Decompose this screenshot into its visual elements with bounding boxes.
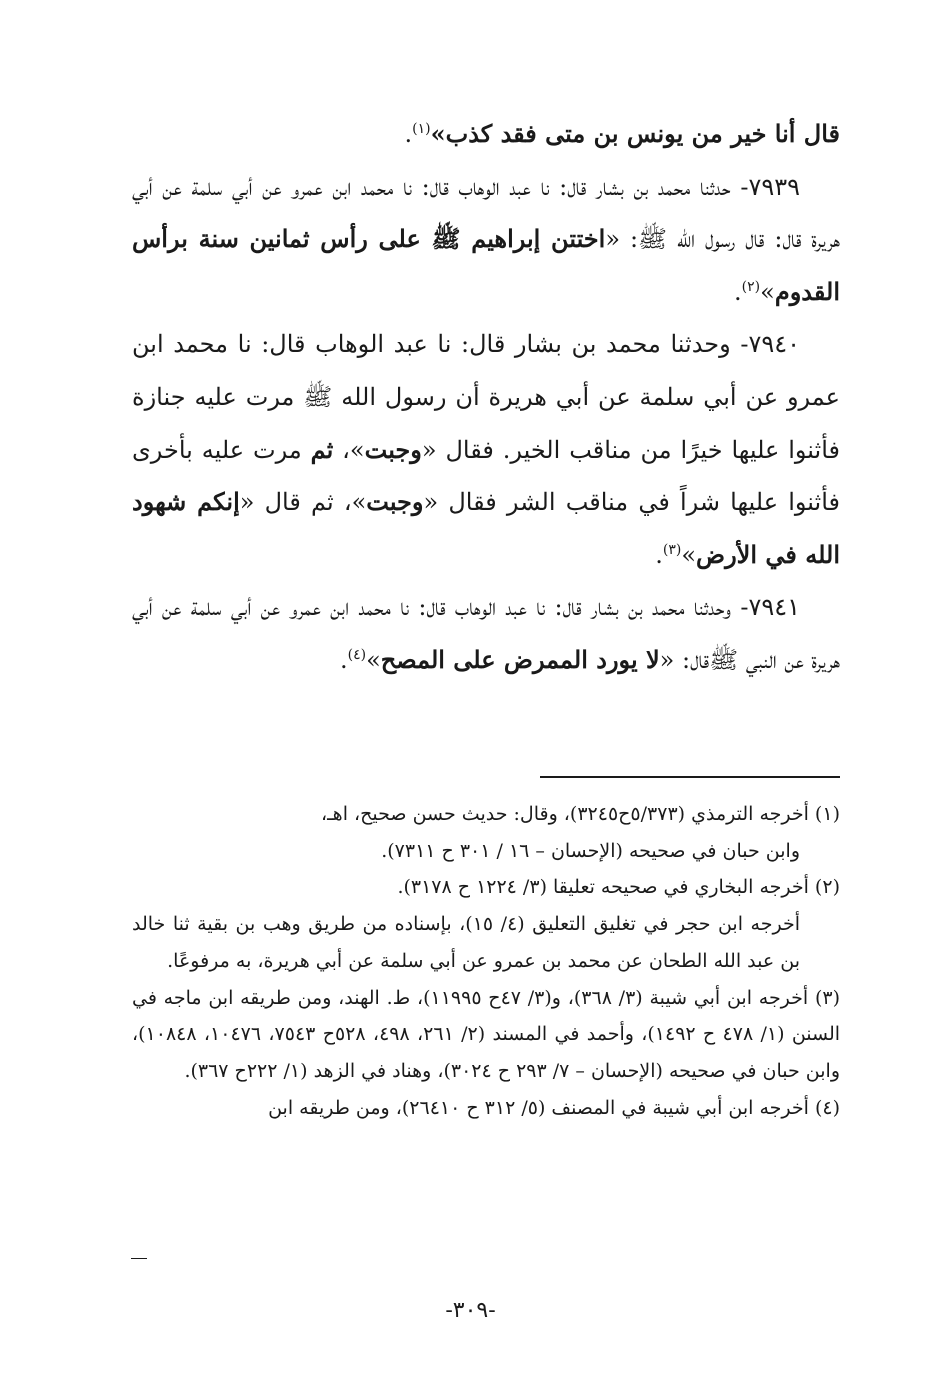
hadith-7941-matn: لا يورد الممرض على المصح bbox=[380, 644, 660, 674]
footnote-1: (١) أخرجه الترمذي (٥/٣٧٣ح٣٢٤٥)، وقال: حديث حسن صحيح، اهـ، bbox=[320, 803, 840, 825]
hadith-7940-text-c: مرت عليه بأخرى فأثنوا عليها شراً في مناقب الشر فقال « bbox=[132, 435, 840, 517]
footnote-2-detail: أخرجه ابن حجر في تغليق التعليق (٤/ ١٥)، بإسناده من طريق وهب بن بقية ثنا خالد بن عبد الله الطحان عن محمد بن عمرو عن أبي سلمة عن أبي هريرة، به مرفوعًا. bbox=[132, 913, 800, 972]
main-text bbox=[132, 108, 840, 687]
hadith-7940-isnad: ٧٩٤٠- وحدثنا محمد بن بشار قال: نا عبد الوهاب قال: نا محمد ابن عمرو عن أبي سلمة عن أبي هريرة أن رسول الله ﷺ مرت عليه جنازة فأثنوا عليها خيرًا من مناقب الخير. فقال « bbox=[132, 330, 841, 464]
hadith-7940-wajabat-2: وجبت bbox=[366, 487, 424, 517]
hadith-7940-text-d: »، ثم قال « bbox=[239, 488, 367, 517]
footnote-3: (٣) أخرجه ابن أبي شيبة (٣/ ٣٦٨)، و(٣/ ٤٧ح ١١٩٩٥)، ط. الهند، ومن طريقه ابن ماجه في السنن (١/ ٤٧٨ ح ١٤٩٢)، وأحمد في المسند (٢/ ٢٦١، ٤٩٨، ٥٢٨ح ٧٥٤٣، ١٠٤٧٦، ١٠٨٤٨)، وابن حبان في صحيحه (الإحسان – ٧/ ٢٩٣ ح ٣٠٢٤)، وهناد في الزهد (١/ ٢٢٢ح ٣٦٧). bbox=[132, 986, 841, 1082]
hadith-7940-wajabat-1: وجبت bbox=[364, 434, 422, 464]
hadith-7939 bbox=[132, 161, 840, 319]
hadith-continuation-end: . bbox=[404, 120, 413, 148]
hadith-continuation bbox=[132, 108, 840, 161]
continuation-mark bbox=[131, 1258, 147, 1259]
hadith-7941-isnad: ٧٩٤١- وحدثنا محمد بن بشار قال: نا عبد الوهاب قال: نا محمد ابن عمرو عن أبي سلمة عن أبي هريرة عن النبي ﷺقال: « bbox=[132, 593, 840, 674]
page-number: -٣٠٩- bbox=[445, 1298, 496, 1323]
hadith-7941-dot: . bbox=[339, 645, 348, 674]
footnote-ref-3: (٣) bbox=[662, 541, 682, 558]
footnote-ref-2: (٢) bbox=[741, 278, 761, 295]
footnote-1-continuation: وابن حبان في صحيحه (الإحسان – ١٦ / ٣٠١ ح ٧٣١١). bbox=[381, 839, 800, 862]
hadith-7940-thumma: ثم bbox=[310, 434, 334, 464]
hadith-7940-sep-1: »، bbox=[333, 435, 365, 464]
hadith-7939-dot: . bbox=[734, 277, 742, 306]
hadith-7940-matn: إنكم شهود الله في الأرض bbox=[132, 487, 840, 569]
footnote-divider bbox=[540, 776, 840, 778]
footnote-2: (٢) أخرجه البخاري في صحيحه تعليقا (٣/ ١٢٢٤ ح ٣١٧٨). bbox=[397, 876, 840, 899]
footnote-4: (٤) أخرجه ابن أبي شيبة في المصنف (٥/ ٣١٢ ح ٢٦٤١٠)، ومن طريقه ابن bbox=[268, 1096, 840, 1119]
hadith-7940 bbox=[132, 318, 840, 581]
footnote-ref-1: (١) bbox=[412, 121, 431, 137]
hadith-continuation-text: قال أنا خير من يونس بن متى فقد كذب» bbox=[430, 119, 840, 148]
hadith-7940-dot: . bbox=[655, 540, 663, 569]
hadith-7939-matn: اختتن إبراهيم ﷺ على رأس ثمانين سنة برأس القدوم bbox=[132, 224, 840, 306]
hadith-7939-isnad: ٧٩٣٩- حدثنا محمد بن بشار قال: نا عبد الوهاب قال: نا محمد ابن عمرو عن أبي سلمة عن أبي هريرة قال: قال رسول الله ﷺ: « bbox=[132, 172, 840, 254]
footnotes bbox=[132, 796, 840, 1126]
hadith-7941 bbox=[132, 581, 840, 686]
hadith-7940-quote-end: » bbox=[681, 540, 697, 569]
hadith-7941-quote-end: » bbox=[366, 645, 381, 674]
hadith-7939-quote-end: » bbox=[760, 277, 775, 306]
footnote-ref-4: (٤) bbox=[347, 646, 367, 663]
